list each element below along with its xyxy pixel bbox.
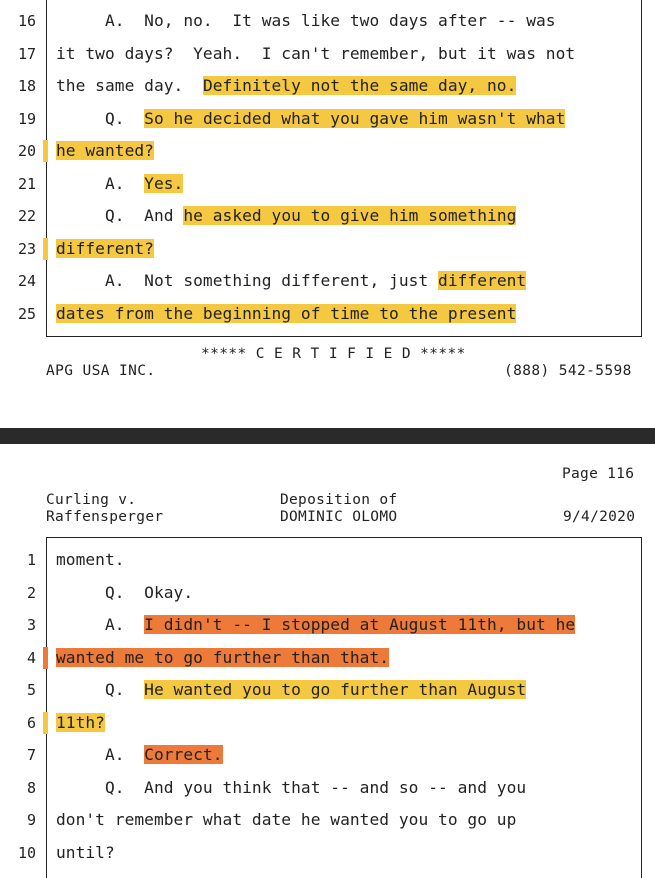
- text-segment: Q. And you think that -- and so -- and you: [56, 777, 527, 797]
- transcript-page-116: [0, 444, 655, 868]
- text-segment: A. No, no. It was like two days after -- was: [56, 11, 556, 30]
- transcript-line: [0, 298, 655, 330]
- transcript-line: [0, 837, 655, 869]
- line-text: [56, 140, 154, 162]
- line-text: [56, 108, 565, 130]
- line-number: 3: [26, 616, 36, 634]
- highlighted-text: different?: [56, 238, 154, 258]
- highlighted-text: he wanted?: [56, 141, 154, 160]
- line-text: [56, 647, 389, 669]
- highlighted-text: 11th?: [56, 712, 105, 732]
- highlighted-text: He wanted you to go further than August: [144, 680, 527, 699]
- transcript-line: [0, 135, 655, 167]
- line-text: [56, 238, 154, 260]
- line-number: 10: [17, 843, 36, 862]
- certified-banner: ***** C E R T I F I E D *****: [201, 346, 466, 362]
- deposition-witness: DOMINIC OLOMO: [280, 509, 398, 525]
- transcript-line: [0, 70, 655, 102]
- highlighted-text: Yes.: [144, 173, 184, 193]
- highlight-edge-mark: [43, 712, 48, 734]
- line-number: 23: [17, 239, 36, 258]
- transcript-line: [0, 544, 655, 576]
- line-number: 18: [17, 77, 36, 95]
- highlighted-text: dates from the beginning of time to the present: [56, 303, 517, 323]
- transcript-line: [0, 5, 655, 37]
- line-number: 20: [17, 142, 36, 160]
- highlight-edge-mark: [43, 140, 48, 162]
- line-text: [56, 582, 193, 604]
- deposition-date: 9/4/2020: [563, 509, 636, 525]
- line-number: 7: [26, 746, 36, 764]
- page-divider: [0, 428, 655, 444]
- transcript-line: [0, 739, 655, 771]
- text-segment: Q. And: [56, 206, 184, 225]
- transcript-line: [0, 707, 655, 739]
- text-segment: moment.: [56, 550, 125, 569]
- line-text: [56, 679, 526, 701]
- line-text: [56, 173, 183, 195]
- transcript-line: [0, 168, 655, 200]
- highlighted-text: he asked you to give him something: [183, 206, 517, 225]
- line-text: [56, 43, 575, 65]
- transcript-line: [0, 674, 655, 706]
- line-text: [56, 614, 575, 636]
- line-text: [56, 842, 115, 864]
- transcript-line: [0, 642, 655, 674]
- text-segment: A.: [56, 615, 145, 634]
- line-text: [56, 549, 125, 571]
- text-segment: until?: [56, 842, 115, 862]
- line-text: [56, 303, 516, 325]
- text-segment: don't remember what date he wanted you to go up: [56, 810, 517, 829]
- transcript-line: [0, 103, 655, 135]
- line-number: 19: [17, 109, 36, 128]
- transcript-line: [0, 200, 655, 232]
- line-text: [56, 10, 556, 32]
- line-number: 25: [17, 304, 36, 323]
- line-number: 9: [26, 811, 36, 829]
- highlight-edge-mark: [43, 647, 48, 669]
- line-text: [56, 809, 516, 831]
- text-segment: the same day.: [56, 76, 203, 95]
- transcript-line: [0, 609, 655, 641]
- line-number: 2: [26, 583, 36, 602]
- line-number: 8: [26, 778, 36, 797]
- text-segment: Q.: [56, 680, 145, 699]
- line-number: 22: [17, 207, 36, 225]
- line-number: 24: [17, 272, 36, 290]
- company-phone: (888) 542-5598: [504, 363, 632, 379]
- highlight-edge-mark: [43, 238, 48, 260]
- text-segment: Q.: [56, 108, 145, 128]
- line-text: [56, 270, 526, 292]
- text-segment: A.: [56, 173, 145, 193]
- line-number: 4: [26, 648, 36, 667]
- line-text: [56, 75, 516, 97]
- text-segment: it two days? Yeah. I can't remember, but it was not: [56, 43, 576, 63]
- line-number: 6: [26, 713, 36, 732]
- highlighted-text: wanted me to go further than that.: [56, 647, 390, 667]
- highlighted-text: Definitely not the same day, no.: [202, 76, 517, 95]
- deposition-line1: Deposition of: [280, 492, 398, 508]
- highlighted-text: different: [438, 271, 527, 290]
- transcript-line: [0, 577, 655, 609]
- line-text: [56, 712, 105, 734]
- transcript-line: [0, 804, 655, 836]
- line-number: 17: [17, 44, 36, 63]
- line-number: 21: [17, 174, 36, 193]
- text-segment: Q. Okay.: [56, 582, 194, 602]
- transcript-line: [0, 265, 655, 297]
- line-text: [56, 777, 526, 799]
- line-number: 16: [17, 12, 36, 30]
- transcript-line: [0, 38, 655, 70]
- transcript-line: [0, 233, 655, 265]
- line-text: [56, 205, 516, 227]
- page-number: Page 116: [562, 466, 635, 482]
- highlighted-text: So he decided what you gave him wasn't what: [144, 108, 566, 128]
- previous-transcript-page: [0, 0, 655, 428]
- case-name-line2: Raffensperger: [46, 509, 164, 525]
- highlighted-text: Correct.: [144, 745, 223, 764]
- line-number: 5: [26, 681, 36, 699]
- text-segment: A.: [56, 745, 145, 764]
- highlighted-text: I didn't -- I stopped at August 11th, but he: [144, 615, 576, 634]
- case-name-line1: Curling v.: [46, 492, 137, 508]
- company-name: APG USA INC.: [46, 363, 156, 379]
- text-segment: A. Not something different, just: [56, 271, 439, 290]
- line-text: [56, 744, 223, 766]
- transcript-line: [0, 772, 655, 804]
- line-number: 1: [26, 551, 36, 569]
